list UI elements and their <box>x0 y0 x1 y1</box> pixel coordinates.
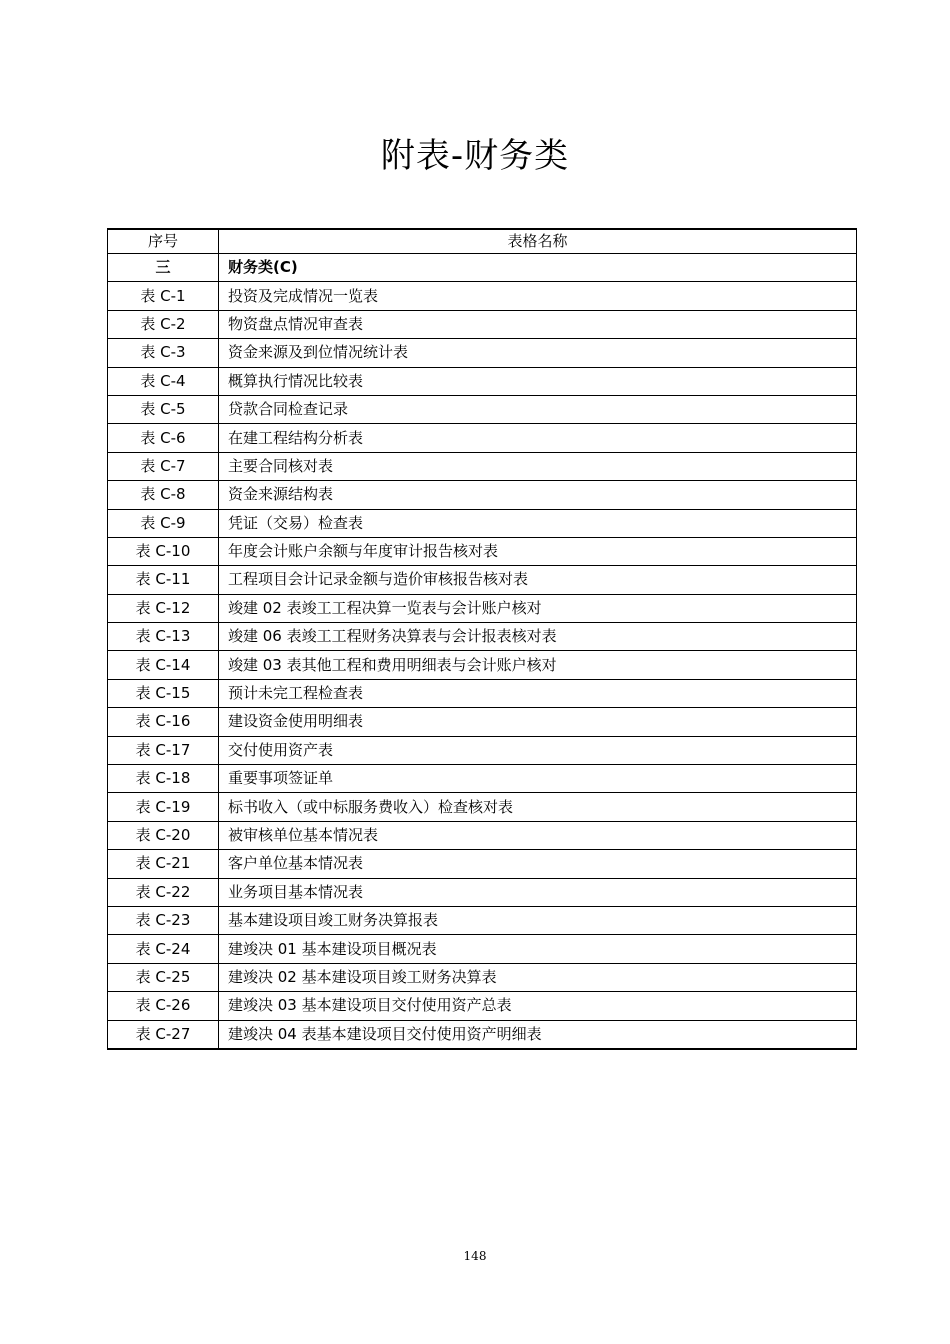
row-name: 物资盘点情况审查表 <box>219 310 857 338</box>
row-index: 表 C-10 <box>108 537 219 565</box>
row-index: 表 C-6 <box>108 424 219 452</box>
table-row <box>108 566 857 594</box>
table-row <box>108 992 857 1020</box>
row-index: 表 C-7 <box>108 452 219 480</box>
row-name: 年度会计账户余额与年度审计报告核对表 <box>219 537 857 565</box>
row-name: 建竣决 01 基本建设项目概况表 <box>219 935 857 963</box>
table-row <box>108 906 857 934</box>
row-index: 表 C-1 <box>108 282 219 310</box>
row-index: 表 C-23 <box>108 906 219 934</box>
table-row <box>108 481 857 509</box>
row-name: 标书收入（或中标服务费收入）检查核对表 <box>219 793 857 821</box>
table-row <box>108 1020 857 1049</box>
row-name: 重要事项签证单 <box>219 765 857 793</box>
row-index: 表 C-16 <box>108 708 219 736</box>
table-row <box>108 282 857 310</box>
row-index: 表 C-18 <box>108 765 219 793</box>
row-index: 表 C-3 <box>108 339 219 367</box>
row-name: 被审核单位基本情况表 <box>219 821 857 849</box>
table-row <box>108 339 857 367</box>
section-name: 财务类(C) <box>219 254 857 282</box>
table-row <box>108 708 857 736</box>
table-row <box>108 821 857 849</box>
row-name: 业务项目基本情况表 <box>219 878 857 906</box>
row-name: 竣建 02 表竣工工程决算一览表与会计账户核对 <box>219 594 857 622</box>
row-name: 概算执行情况比较表 <box>219 367 857 395</box>
row-name: 建设资金使用明细表 <box>219 708 857 736</box>
row-name: 基本建设项目竣工财务决算报表 <box>219 906 857 934</box>
row-name: 资金来源及到位情况统计表 <box>219 339 857 367</box>
row-name: 竣建 03 表其他工程和费用明细表与会计账户核对 <box>219 651 857 679</box>
row-index: 表 C-17 <box>108 736 219 764</box>
row-index: 表 C-14 <box>108 651 219 679</box>
table-row <box>108 395 857 423</box>
row-name: 在建工程结构分析表 <box>219 424 857 452</box>
table-row <box>108 765 857 793</box>
row-index: 表 C-26 <box>108 992 219 1020</box>
row-index: 表 C-8 <box>108 481 219 509</box>
row-index: 表 C-24 <box>108 935 219 963</box>
row-name: 客户单位基本情况表 <box>219 850 857 878</box>
row-name: 建竣决 02 基本建设项目竣工财务决算表 <box>219 963 857 991</box>
row-name: 竣建 06 表竣工工程财务决算表与会计报表核对表 <box>219 623 857 651</box>
row-name: 交付使用资产表 <box>219 736 857 764</box>
table-row <box>108 623 857 651</box>
row-index: 表 C-27 <box>108 1020 219 1049</box>
table-row <box>108 679 857 707</box>
row-name: 预计未完工程检查表 <box>219 679 857 707</box>
table-row <box>108 367 857 395</box>
table-row <box>108 424 857 452</box>
table-row <box>108 850 857 878</box>
row-name: 投资及完成情况一览表 <box>219 282 857 310</box>
row-index: 表 C-25 <box>108 963 219 991</box>
section-index: 三 <box>108 254 219 282</box>
row-index: 表 C-5 <box>108 395 219 423</box>
row-index: 表 C-2 <box>108 310 219 338</box>
table-row <box>108 963 857 991</box>
row-index: 表 C-13 <box>108 623 219 651</box>
row-name: 凭证（交易）检查表 <box>219 509 857 537</box>
row-name: 贷款合同检查记录 <box>219 395 857 423</box>
row-index: 表 C-9 <box>108 509 219 537</box>
row-index: 表 C-15 <box>108 679 219 707</box>
row-name: 资金来源结构表 <box>219 481 857 509</box>
row-name: 建竣决 04 表基本建设项目交付使用资产明细表 <box>219 1020 857 1049</box>
table-row <box>108 878 857 906</box>
row-index: 表 C-12 <box>108 594 219 622</box>
row-name: 工程项目会计记录金额与造价审核报告核对表 <box>219 566 857 594</box>
row-name: 建竣决 03 基本建设项目交付使用资产总表 <box>219 992 857 1020</box>
row-name: 主要合同核对表 <box>219 452 857 480</box>
header-index: 序号 <box>108 229 219 254</box>
page-title: 附表-财务类 <box>380 136 570 176</box>
table-row <box>108 452 857 480</box>
row-index: 表 C-4 <box>108 367 219 395</box>
row-index: 表 C-21 <box>108 850 219 878</box>
table-row <box>108 651 857 679</box>
row-index: 表 C-22 <box>108 878 219 906</box>
row-index: 表 C-19 <box>108 793 219 821</box>
page-number: 148 <box>463 1249 487 1263</box>
table-row <box>108 736 857 764</box>
table-row <box>108 509 857 537</box>
table-row <box>108 537 857 565</box>
table-row <box>108 310 857 338</box>
table-row <box>108 793 857 821</box>
row-index: 表 C-20 <box>108 821 219 849</box>
header-name: 表格名称 <box>219 229 857 254</box>
appendix-table <box>107 228 857 1050</box>
table-row <box>108 594 857 622</box>
table-header-row <box>108 229 857 254</box>
table-row <box>108 935 857 963</box>
row-index: 表 C-11 <box>108 566 219 594</box>
section-row <box>108 254 857 282</box>
